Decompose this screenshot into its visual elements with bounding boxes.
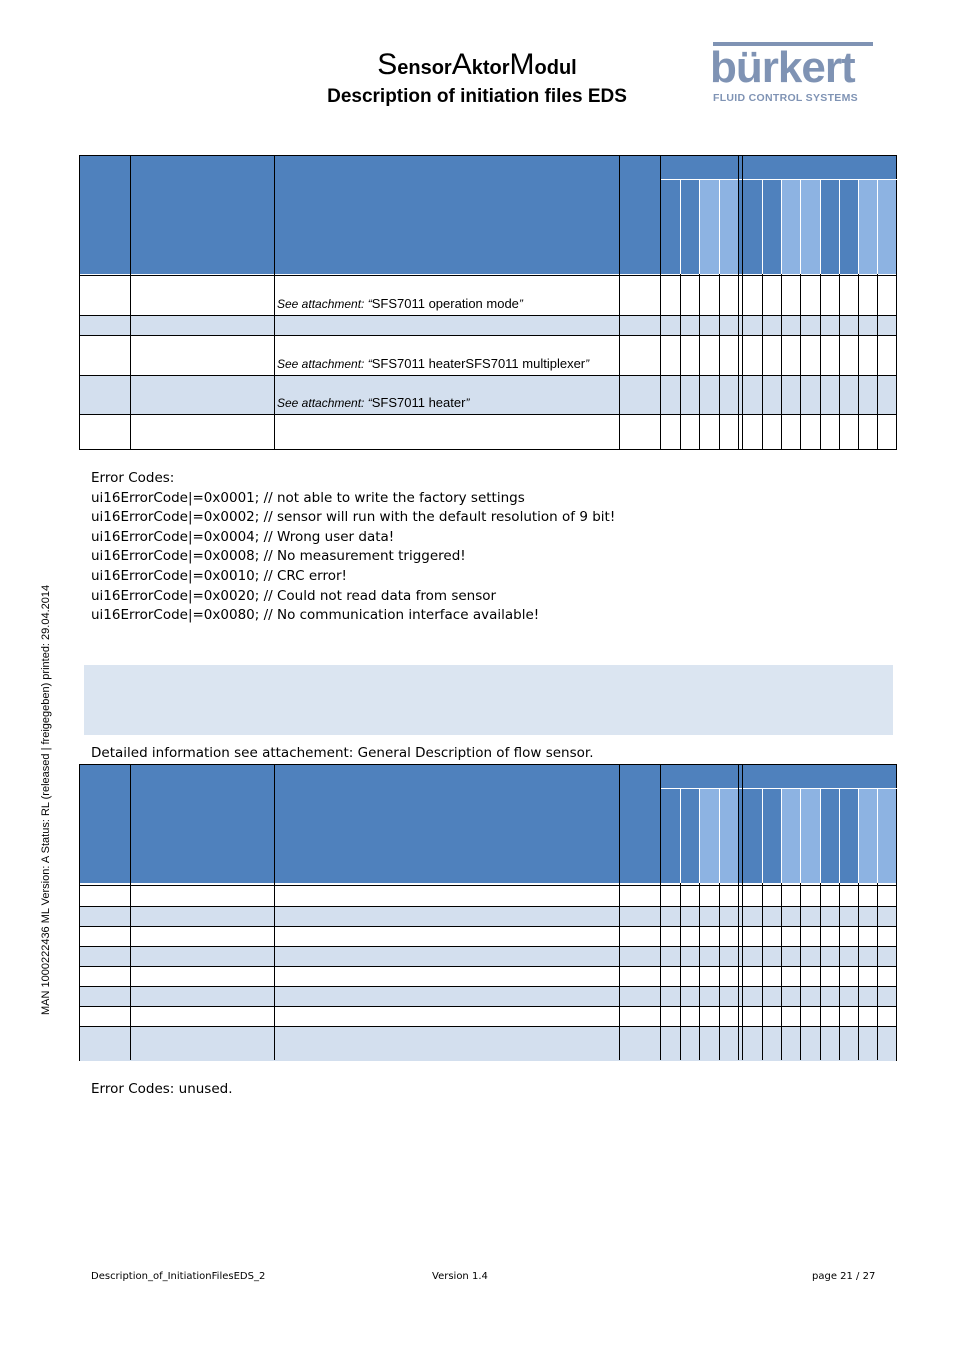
parameter-table-1 [79,155,897,450]
subcolumn-header-line [877,180,878,274]
subcolumn-line [680,274,681,449]
row-separator [80,986,896,987]
subcolumn-header-line [858,789,859,883]
subcolumn-header-line [877,789,878,883]
column-separator [274,765,275,1060]
column-separator [130,156,131,449]
subheader-cell [699,180,718,274]
subcolumn-line [781,883,782,1060]
subcolumn-header-line [839,180,840,274]
subcolumn-line [820,274,821,449]
row-separator [80,335,896,336]
subheader-cell [699,789,718,883]
table-row [80,1027,896,1061]
subcolumn-line [762,883,763,1060]
subcolumn-line [781,274,782,449]
subcolumn-line [719,883,720,1060]
column-separator [130,765,131,1060]
subcolumn-line [762,274,763,449]
subheader-cell [800,789,819,883]
section-info: Detailed information see attachement: General Description of flow sensor. [91,745,594,761]
row-note: See attachment: “SFS7011 heaterSFS7011 multiplexer” [277,356,590,371]
subcolumn-line [839,883,840,1060]
burkert-logo [710,42,875,106]
document-title: SensorAktorModul [377,48,577,81]
table-header [80,156,896,274]
subcolumn-line [820,883,821,1060]
table-row [80,947,896,966]
table-header [80,765,896,883]
section-heading-band [84,665,893,735]
error-code-line: ui16ErrorCode|=0x0002; // sensor will run with the default resolution of 9 bit! [91,509,616,526]
footer-filename: Description_of_InitiationFilesEDS_2 [91,1271,266,1282]
subheader-cell [800,180,819,274]
table-row [80,887,896,906]
subcolumn-line [680,883,681,1060]
logo-tagline: FLUID CONTROL SYSTEMS [713,92,858,104]
subcolumn-line [858,883,859,1060]
table-row [80,967,896,986]
error-code-line: ui16ErrorCode|=0x0008; // No measurement triggered! [91,548,466,565]
row-separator [80,1006,896,1007]
column-separator [274,156,275,449]
subcolumn-header-line [781,180,782,274]
subcolumn-header-line [680,180,681,274]
subcolumn-header-line [699,180,700,274]
footer-page-number: page 21 / 27 [812,1271,876,1282]
column-separator [619,156,620,449]
subcolumn-line [699,274,700,449]
row-note: See attachment: “SFS7011 operation mode” [277,296,523,311]
row-separator [80,375,896,376]
subheader-cell [858,180,877,274]
document-status-sidebar: MAN 1000222436 ML Version: A Status: RL (released | freigegeben) printed: 29.04.2014 [40,584,52,1015]
subcolumn-line [699,883,700,1060]
error-codes-block [91,469,615,626]
subcolumn-header-line [820,180,821,274]
subheader-cell [719,180,738,274]
row-separator [80,275,896,276]
row-separator [80,885,896,886]
group-header-line [661,788,898,789]
table-row [80,316,896,335]
table-row [80,927,896,946]
row-separator [80,1026,896,1027]
group-header-line [661,179,898,180]
table-row [80,415,896,450]
error-code-line: ui16ErrorCode|=0x0001; // not able to write the factory settings [91,489,525,506]
subcolumn-header-line [800,789,801,883]
subcolumn-header-line [858,180,859,274]
document-subtitle: Description of initiation files EDS [327,86,627,107]
row-separator [80,946,896,947]
subcolumn-header-line [762,789,763,883]
error-code-line: ui16ErrorCode|=0x0080; // No communication interface available! [91,607,540,624]
error-code-line: ui16ErrorCode|=0x0004; // Wrong user data! [91,528,395,545]
error-code-line: ui16ErrorCode|=0x0020; // Could not read data from sensor [91,587,497,604]
subcolumn-line [858,274,859,449]
subheader-cell [781,180,800,274]
error-codes-heading: Error Codes: [91,470,175,486]
group-separator [742,156,743,449]
group-separator [738,765,739,1060]
subheader-cell [858,789,877,883]
row-separator [80,906,896,907]
subheader-cell [781,789,800,883]
subcolumn-header-line [719,789,720,883]
row-note: See attachment: “SFS7011 heater” [277,395,470,410]
subheader-cell [877,180,896,274]
table-row [80,376,896,414]
error-codes-unused: Error Codes: unused. [91,1081,233,1097]
table-row [80,987,896,1006]
column-separator [660,156,661,449]
group-separator [742,765,743,1060]
subcolumn-line [877,883,878,1060]
logo-word: bürkert [710,43,855,92]
row-separator [80,414,896,415]
subheader-cell [877,789,896,883]
table-row [80,1007,896,1026]
subcolumn-line [800,883,801,1060]
subcolumn-header-line [699,789,700,883]
subcolumn-header-line [762,180,763,274]
error-code-line: ui16ErrorCode|=0x0010; // CRC error! [91,567,347,584]
subheader-cell [719,789,738,883]
parameter-table-2 [79,764,897,1061]
subcolumn-header-line [680,789,681,883]
subcolumn-header-line [800,180,801,274]
subcolumn-header-line [839,789,840,883]
footer-version: Version 1.4 [432,1271,488,1282]
subcolumn-header-line [820,789,821,883]
table-row [80,336,896,376]
subcolumn-line [800,274,801,449]
column-separator [660,765,661,1060]
table-row [80,276,896,316]
subcolumn-line [877,274,878,449]
row-separator [80,315,896,316]
subcolumn-line [719,274,720,449]
row-separator [80,966,896,967]
row-separator [80,926,896,927]
subcolumn-line [839,274,840,449]
group-separator [738,156,739,449]
subcolumn-header-line [781,789,782,883]
subcolumn-header-line [719,180,720,274]
column-separator [619,765,620,1060]
table-row [80,907,896,926]
